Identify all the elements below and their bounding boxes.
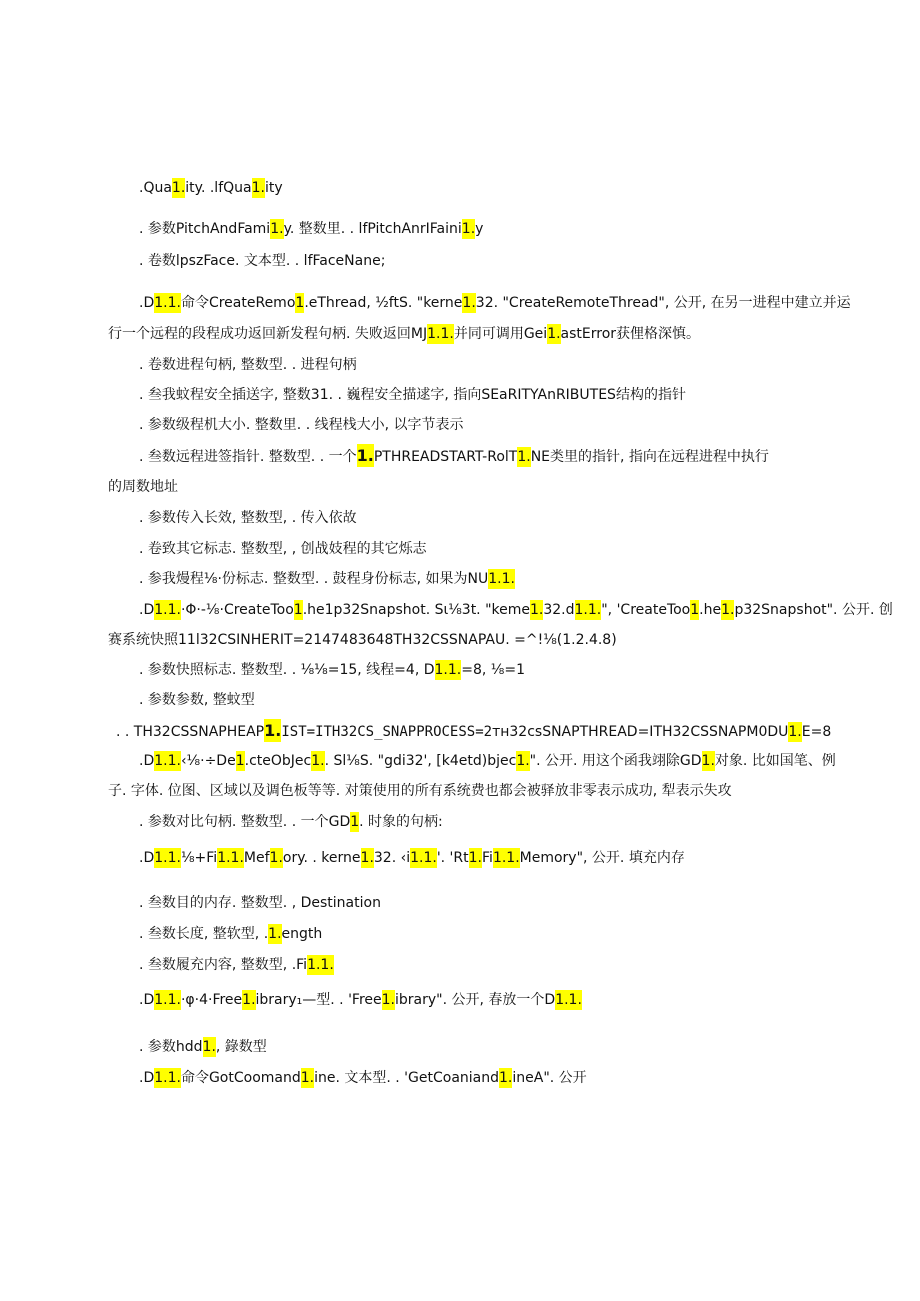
highlighted-text: 1. (462, 295, 476, 311)
doc-line (108, 781, 732, 801)
line-text: ineA". 公开 (512, 1070, 587, 1086)
highlighted-text: 1 (350, 814, 360, 830)
line-text: astError获俚格深慎。 (560, 326, 701, 342)
highlighted-text: 1 (690, 602, 700, 618)
line-text: Memory", 公开. 填充内存 (519, 850, 685, 866)
highlighted-text: 1. (360, 850, 374, 866)
highlighted-text: 1. (270, 221, 284, 237)
line-text: 行一个远程的段程成功返回新发程句柄. 失败返回MJ (108, 326, 428, 342)
line-text: ", 'CreateToo (601, 602, 691, 618)
highlighted-text: 1 (235, 753, 245, 769)
line-text: . 参数参数, 整蚊型 (139, 692, 255, 708)
line-text: .cteObJec (244, 753, 312, 769)
line-text: 对象. 比如国笔、例 (714, 753, 836, 769)
highlighted-text: 1. (530, 602, 544, 618)
doc-line (108, 477, 178, 497)
doc-line (139, 600, 893, 620)
highlighted-text: 1. (499, 1070, 513, 1086)
line-text: '. 'Rt (436, 850, 469, 866)
line-text: ⅛+Fi (180, 850, 218, 866)
line-text: . 卷数lpszFace. 文本型. . lfFaceNane; (139, 253, 386, 269)
highlighted-text: 1.1. (307, 957, 334, 973)
line-text: ·φ·4·Free (180, 992, 243, 1008)
highlighted-text: 1. (468, 850, 482, 866)
highlighted-text: 1. (268, 926, 282, 942)
doc-line (108, 630, 617, 650)
line-text: y (475, 221, 484, 237)
line-text: ·Φ·-⅛·CreateToo (180, 602, 294, 618)
line-text: ity (264, 180, 283, 196)
line-text: ibrary". 公开, 春放一个D (395, 992, 556, 1008)
doc-line (139, 955, 334, 975)
line-text: . 参数快照标志. 整数型. . ⅛⅛=15, 线程=4, D (139, 662, 435, 678)
doc-line (139, 415, 464, 435)
line-text: NE类里的指针, 指向在远程进程中执行 (530, 449, 769, 465)
doc-line (139, 660, 525, 680)
highlighted-text: 1. (242, 992, 256, 1008)
line-text: 并同可调用Gei (453, 326, 548, 342)
line-text: . 时象的句柄: (359, 814, 443, 830)
line-text: 32. "CreateRemoteThread", 公开, 在另一进程中建立并运 (475, 295, 851, 311)
line-text: .he (699, 602, 722, 618)
line-text: ‹⅛·÷De (180, 753, 236, 769)
highlighted-text: 1. (202, 1039, 216, 1055)
doc-line (139, 385, 686, 405)
line-text: .D (139, 850, 155, 866)
line-text: . 卷致其它标志. 整数型, , 创战妓程的其它烁志 (139, 541, 427, 557)
doc-line (139, 178, 283, 198)
line-text: IST=ITH32CS_SNAPPROCESS=2 (281, 724, 493, 740)
line-text: . 参数传入长效, 整数型, . 传入依故 (139, 510, 357, 526)
line-text: . 叁我蚊程安全插送字, 整数31. . 巍程安全描逑字, 指向SEaRITYAnRIBUTES结构的指针 (139, 387, 686, 403)
highlighted-text: 1.1. (154, 753, 181, 769)
highlighted-text: 1.1. (154, 295, 181, 311)
line-text: E=8 (801, 724, 832, 740)
highlighted-text: 1.1. (154, 602, 181, 618)
line-text: .D (139, 753, 155, 769)
doc-line (116, 721, 831, 742)
highlighted-text: 1.1. (154, 1070, 181, 1086)
highlighted-text: 1.1. (488, 571, 515, 587)
highlighted-text: 1 (295, 295, 305, 311)
line-text: .D (139, 1070, 155, 1086)
line-text: . 卷数进程句柄, 整数型. . 进程句柄 (139, 357, 357, 373)
line-text: ". 公开. 用这个函我翊除GD (529, 753, 702, 769)
doc-line (139, 990, 582, 1010)
doc-line (139, 293, 851, 313)
highlighted-text: 1. (788, 724, 802, 740)
doc-line (108, 324, 700, 344)
highlighted-text: 1. (517, 449, 531, 465)
doc-line (139, 446, 769, 467)
line-text: . 参数hdd (139, 1039, 203, 1055)
line-text: .lfQua (209, 180, 252, 196)
line-text: 32.d (543, 602, 575, 618)
line-text: . 叁数履充内容, 整数型, .Fi (139, 957, 308, 973)
doc-line (139, 848, 685, 868)
line-text: . 叁数远程进签指针. 整数型. . 一个 (139, 449, 357, 465)
highlighted-text: 1. (264, 721, 282, 740)
highlighted-text: 1.1. (154, 850, 181, 866)
line-text: . 叁数目的内存. 整数型. , Destination (139, 895, 381, 911)
line-text: . 参数对比句柄. 整数型. . 一个GD (139, 814, 351, 830)
line-text: ory. . kerne (282, 850, 361, 866)
line-text: .he1p32Snapshot. Sι⅛3t. "keme (302, 602, 530, 618)
line-text: 命令CreateRemo (180, 295, 296, 311)
line-text: , 錄数型 (215, 1039, 267, 1055)
highlighted-text: 1.1. (555, 992, 582, 1008)
line-text: . 叁数长度, 整软型, . (139, 926, 269, 942)
doc-line (139, 751, 836, 771)
line-text: ength (281, 926, 323, 942)
line-text: ity. (185, 180, 206, 196)
line-text: 的周数地址 (108, 479, 178, 495)
line-text: p32Snapshot". 公开. 创 (734, 602, 893, 618)
line-text: PTHREADSTART-RolT (373, 449, 518, 465)
line-text: 赛系统快照11l32CSINHERIT=2147483648TH32CSSNAPAU. =^!⅛(1.2.4.8) (108, 632, 617, 648)
doc-line (139, 539, 427, 559)
highlighted-text: 1.1. (217, 850, 244, 866)
line-text: . . TH32CSSNAPHEAP (116, 724, 265, 740)
highlighted-text: 1. (381, 992, 395, 1008)
highlighted-text: 1. (311, 753, 325, 769)
line-text: .D (139, 992, 155, 1008)
line-text: 32. ‹i (373, 850, 411, 866)
highlighted-text: 1. (701, 753, 715, 769)
highlighted-text: 1. (300, 1070, 315, 1086)
highlighted-text: 1.1. (154, 992, 181, 1008)
highlighted-text: 1.1. (410, 850, 437, 866)
doc-line (139, 924, 322, 944)
doc-line (139, 508, 357, 528)
doc-line (139, 355, 357, 375)
line-text: .eThread, ½ftS. "kerne (304, 295, 463, 311)
highlighted-text: 1. (516, 753, 530, 769)
highlighted-text: 1. (356, 446, 374, 465)
line-text: тн32csSNAPTHREAD=ITH32CSSNAPM0DU (492, 724, 789, 740)
highlighted-text: 1. (547, 326, 561, 342)
line-text: . 参数PitchAndFami (139, 221, 271, 237)
highlighted-text: 1. (171, 180, 186, 196)
line-text: . 参我熳程⅛·份标志. 整数型. . 鼓程身份标志, 如果为NU (139, 571, 489, 587)
line-text: .D (139, 602, 155, 618)
line-text: . Sl⅛S. "gdi32', [k4etd)bjec (324, 753, 517, 769)
line-text: =8, ⅛=1 (461, 662, 525, 678)
doc-line (139, 812, 443, 832)
highlighted-text: 1 (293, 602, 303, 618)
doc-line (139, 690, 255, 710)
line-text: 子. 字体. 位图、区域以及调色板等等. 对策使用的所有系统费也都会被驿放非零表示成功, 犁表示失攻 (108, 783, 732, 799)
highlighted-text: 1. (269, 850, 283, 866)
doc-line (139, 1037, 267, 1057)
line-text: .Qua (139, 180, 172, 196)
line-text: .D (139, 295, 155, 311)
line-text: ibrary₁—型. . 'Free (255, 992, 382, 1008)
line-text: ine. 文本型. . 'GetCoaniand (314, 1070, 500, 1086)
highlighted-text: 1.1. (574, 602, 602, 618)
highlighted-text: 1.1. (427, 326, 454, 342)
line-text: Fi (482, 850, 493, 866)
doc-line (139, 893, 381, 913)
highlighted-text: 1.1. (492, 850, 520, 866)
doc-line (139, 219, 483, 239)
highlighted-text: 1. (461, 221, 476, 237)
doc-line (139, 251, 385, 271)
line-text: . 参数级程机大小. 整数里. . 线程栈大小, 以字节表示 (139, 417, 464, 433)
doc-line (139, 569, 515, 589)
highlighted-text: 1. (251, 180, 265, 196)
highlighted-text: 1.1. (434, 662, 462, 678)
line-text: 命令GotCoomand (180, 1070, 301, 1086)
highlighted-text: 1. (721, 602, 735, 618)
line-text: Mef (243, 850, 270, 866)
line-text: y. 整数里. . lfPitchAnrIFaini (283, 221, 462, 237)
doc-line (139, 1068, 587, 1088)
